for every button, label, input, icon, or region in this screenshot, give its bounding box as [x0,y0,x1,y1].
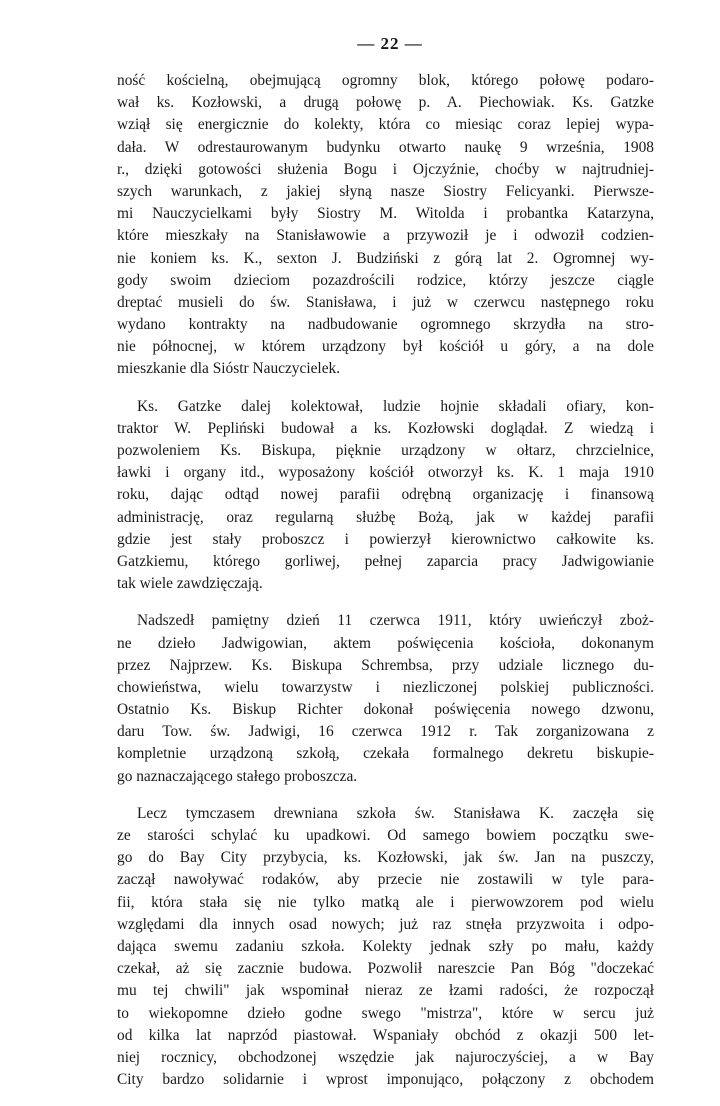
text-line: ze starości schylać ku upadkowi. Od samego bowiem początku swe- [117,827,654,844]
text-line: administrację, oraz regularną służbę Bożą, jak w każdej parafii [117,508,654,526]
text-line: go do Bay City przybycia, ks. Kozłowski, jak św. Jan na puszczy, [117,849,654,867]
text-line: to wiekopomne dzieło godne swego "mistrza", które w sercu już [117,1004,654,1022]
text-line: wał ks. Kozłowski, a drugą połowę p. A. Piechowiak. Ks. Gatzke [117,94,654,112]
text-line: fii, która stała się nie tylko matką ale i pierwowzorem pod wielu [117,893,654,911]
body-text [117,70,654,1106]
paragraph-3 [117,610,654,788]
paragraph-4 [117,803,654,1091]
text-line: Lecz tymczasem drewniana szkoła św. Stanisława K. zaczęła się [137,804,654,822]
text-line: nie północnej, w którem urządzony był kościół u góry, a na dole [117,338,654,356]
text-line: pozwoleniem Ks. Biskupa, pięknie urządzony w ołtarz, chrzcielnice, [117,442,654,459]
text-line: względami dla innych osad nowych; już raz stnęła przyzwoita i odpo- [117,915,654,933]
text-line: ławki i organy itd., wyposażony kościół otworzył ks. K. 1 maja 1910 [117,464,654,482]
text-line: przez Najprzew. Ks. Biskupa Schrembsa, przy udziale licznego du- [117,656,654,674]
text-line: nie koniem ks. K., sexton J. Budziński z górą lat 2. Ogromnej wy- [117,249,654,267]
text-line: mi Nauczycielkami były Siostry M. Witolda i probantka Katarzyna, [117,205,654,223]
text-line: dała. W odrestaurowanym budynku otwarto naukę 9 września, 1908 [117,138,654,156]
paragraph-1 [117,70,654,381]
text-line: mieszkanie dla Sióstr Nauczycielek. [117,360,341,378]
text-line: niej rocznicy, obchodzonej wszędzie jak najuroczyściej, a w Bay [117,1048,654,1066]
text-line: kompletnie urządzoną szkołą, czekała formalnego dekretu biskupie- [117,745,654,763]
text-line: gdzie jest stały proboszcz i powierzył kierownictwo całkowite ks. [117,530,654,548]
text-line: chowieństwa, wielu towarzystw i niezliczonej polskiej publiczności. [117,678,654,696]
text-line: roku, dając odtąd nowej parafii odrębną organizację i finansową [117,486,654,504]
text-line: tak wiele zawdzięczają. [117,575,263,593]
text-line: City bardzo solidarnie i wprost imponująco, połączony z obchodem [117,1071,654,1089]
text-line: wziął się energicznie do kolekty, która co miesiąc coraz lepiej wypa- [117,116,654,134]
page-number: — 22 — [357,34,423,53]
text-line: czekał, aż się zacznie budowa. Pozwolił nareszcie Pan Bóg "doczekać [117,960,654,978]
text-line: go naznaczającego stałego proboszcza. [117,767,358,785]
text-line: które mieszkały na Stanisławowie a przywoził je i odwoził codzien- [117,227,654,245]
text-line: zaczął nawoływać rodaków, aby przecie nie zostawili w tyle para- [117,871,654,889]
text-line: mu tej chwili" jak wspominał nieraz ze łzami radości, że rozpoczął [117,982,654,1000]
text-line: ne dzieło Jadwigowian, aktem poświęcenia kościoła, dokonanym [117,634,654,652]
text-line: Gatzkiemu, którego gorliwej, pełnej zaparcia pracy Jadwigowianie [117,552,654,570]
text-line: traktor W. Pepliński budował a ks. Kozłowski doglądał. Z wiedzą i [117,419,654,437]
text-line: od kilka lat naprzód piastował. Wspaniały obchód z okazji 500 let- [117,1026,654,1044]
text-line: Nadszedł pamiętny dzień 11 czerwca 1911, który uwieńczył zboż- [137,612,654,630]
text-line: ność kościelną, obejmującą ogromny blok, którego połowę podaro- [117,72,654,89]
text-line: wydano kontrakty na nadbudowanie ogromnego skrzydła na stro- [117,316,654,334]
text-line: gody swoim dzieciom pozazdrościli rodzice, którzy jeszcze ciągle [117,271,654,289]
paragraph-2 [117,396,654,596]
text-line: dreptać musieli do św. Stanisława, i już w czerwcu następnego roku [117,293,654,311]
text-line: Ks. Gatzke dalej kolektował, ludzie hojnie składali ofiary, kon- [137,397,654,415]
text-line: szych warunkach, z jakiej słyną nasze Siostry Felicyanki. Pierwsze- [117,182,654,200]
text-line: Ostatnio Ks. Biskup Richter dokonał poświęcenia nowego dzwonu, [117,701,654,719]
text-line: dająca swemu zadaniu szkoła. Kolekty jednak szły po mału, każdy [117,937,654,955]
text-line: r., dzięki gotowości służenia Bogu i Ojczyźnie, choćby w najtrudniej- [117,160,654,178]
text-line: daru Tow. św. Jadwigi, 16 czerwca 1912 r. Tak zorganizowana z [117,723,654,741]
